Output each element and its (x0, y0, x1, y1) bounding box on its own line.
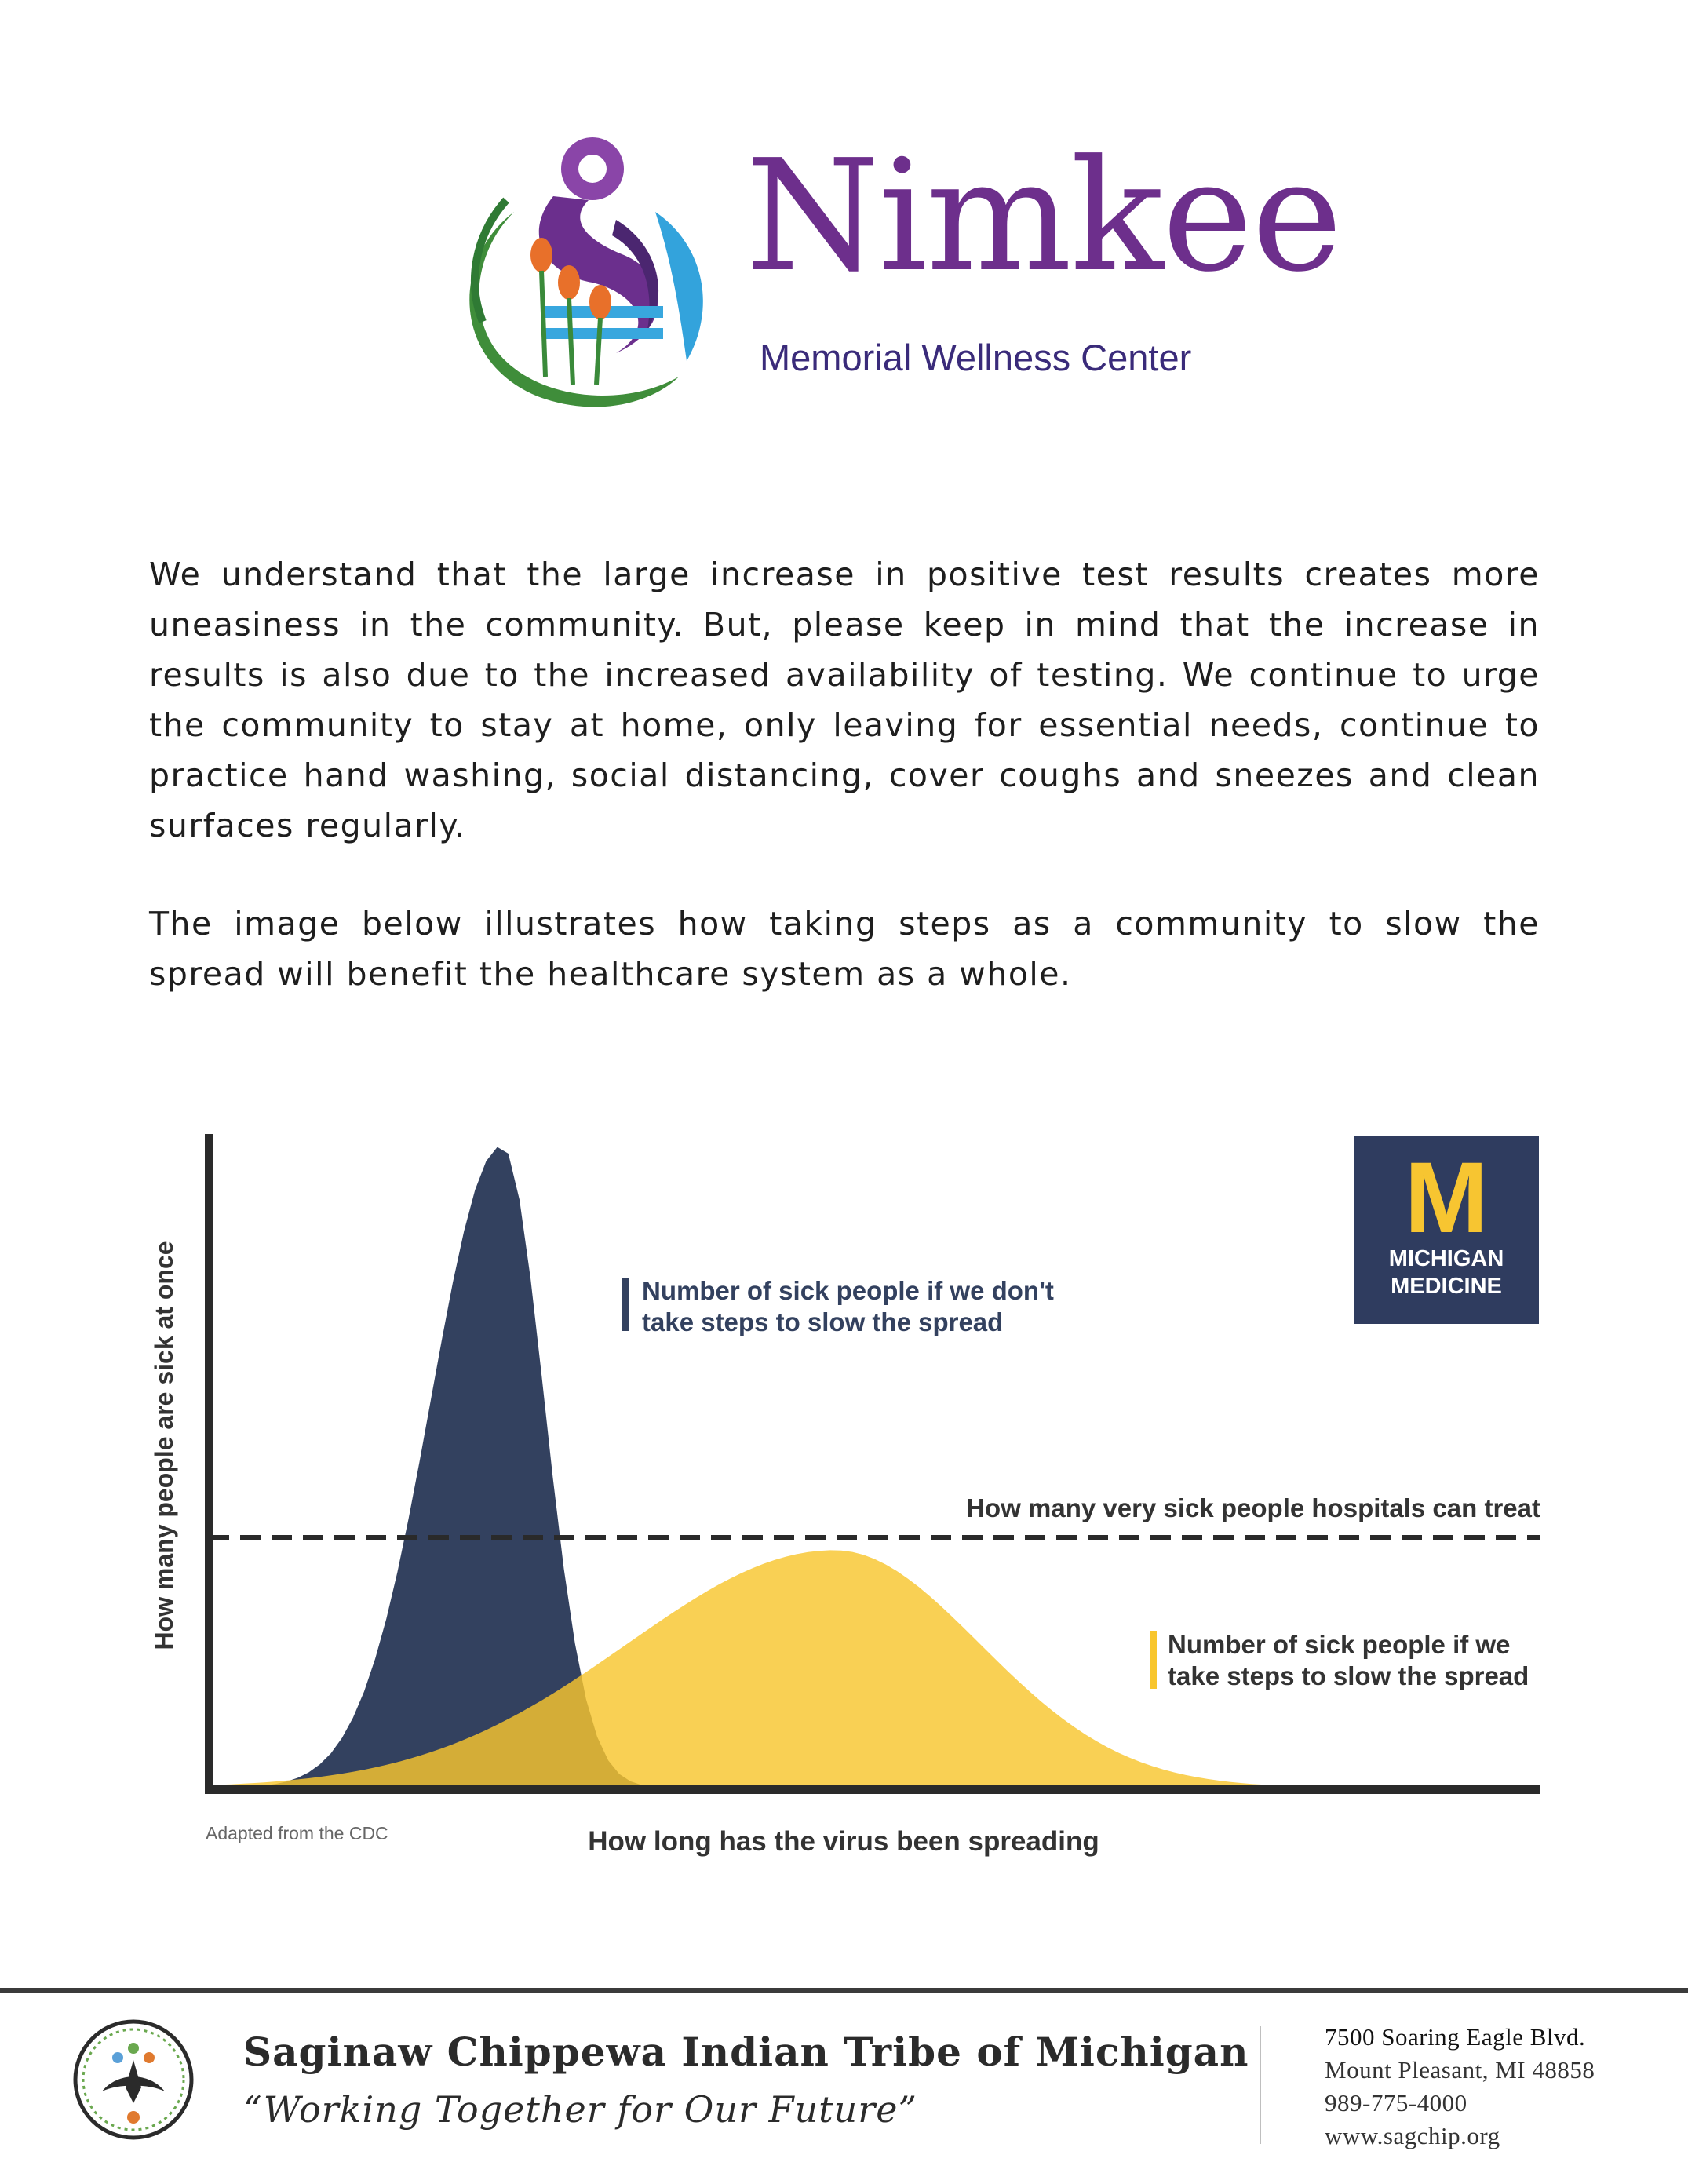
legend-marker-unmitigated (622, 1278, 629, 1331)
website-link[interactable]: www.sagchip.org (1325, 2122, 1500, 2149)
legend-marker-mitigated (1150, 1631, 1157, 1689)
legend-unmitigated-line-2: take steps to slow the spread (642, 1307, 1004, 1336)
threshold-label: How many very sick people hospitals can treat (966, 1493, 1540, 1522)
legend-unmitigated-line-1: Number of sick people if we don't (642, 1276, 1054, 1305)
paragraph-2: The image below illustrates how taking steps as a community to slow the spread will benefit the healthcare system as a whole. (149, 905, 1540, 993)
flatten-curve-chart (0, 1099, 1688, 1899)
badge-line-1: MICHIGAN (1388, 1246, 1504, 1271)
brand-name: Nimkee (746, 127, 1341, 306)
x-axis-label: How long has the virus been spreading (588, 1826, 1099, 1857)
legend-mitigated-line-1: Number of sick people if we (1168, 1630, 1511, 1659)
y-axis-label: How many people are sick at once (150, 1241, 178, 1650)
tribe-motto: “Working Together for Our Future” (243, 2088, 918, 2131)
address-street: 7500 Soaring Eagle Blvd. (1325, 2023, 1586, 2051)
tribe-name: Saginaw Chippewa Indian Tribe of Michigan (243, 2029, 1249, 2075)
phone-number: 989-775-4000 (1325, 2089, 1467, 2117)
badge-m-letter: M (1404, 1142, 1489, 1254)
badge-line-2: MEDICINE (1391, 1274, 1502, 1299)
footer-rule (0, 1988, 1688, 1993)
nimkee-logo-icon (420, 126, 734, 424)
source-note: Adapted from the CDC (206, 1823, 388, 1843)
paragraph-1: We understand that the large increase in positive test results creates more uneasiness in the community. But, please keep in mind that the increase in results is also due to the increased availability of testing. We continue to urge the community to stay at home, only leaving for essential needs, continue to practice hand washing, social distancing, cover coughs and sneezes and clean surfaces regularly. (149, 556, 1540, 844)
tribe-seal-icon (71, 2017, 196, 2142)
brand-subtitle: Memorial Wellness Center (760, 337, 1192, 378)
address-city: Mount Pleasant, MI 48858 (1325, 2056, 1595, 2084)
michigan-medicine-badge (1354, 1136, 1539, 1324)
legend-mitigated-line-2: take steps to slow the spread (1168, 1661, 1529, 1690)
footer-divider (1260, 2026, 1261, 2144)
